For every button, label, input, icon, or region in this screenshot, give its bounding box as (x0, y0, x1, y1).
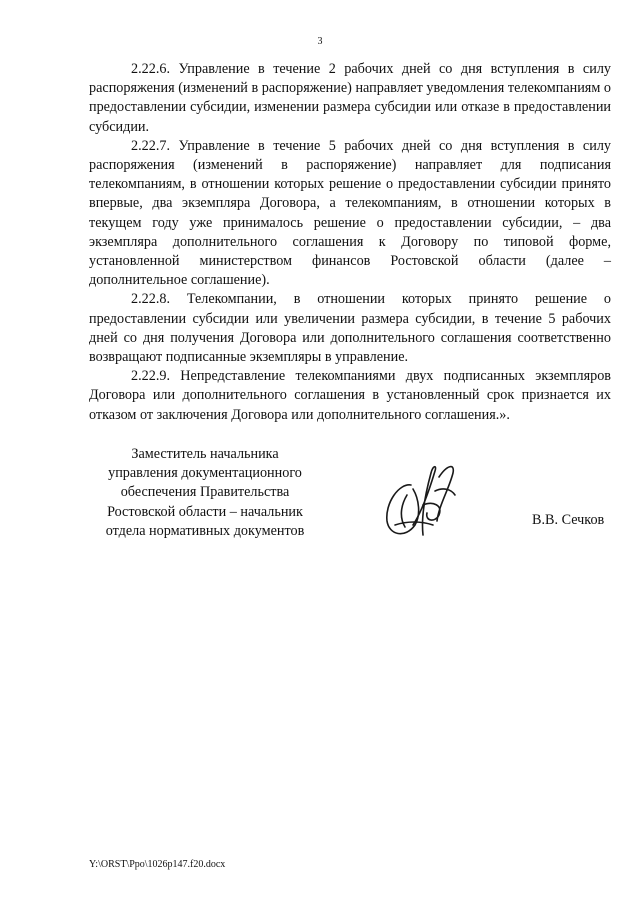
paragraph-2-22-9: 2.22.9. Непредставление телекомпаниями двух подписанных экземпляров Договора или дополнительного соглашения в установленный срок признается их отказом от заключения Договора или дополнительного соглашения.». (89, 368, 611, 423)
paragraph-2-22-6: 2.22.6. Управление в течение 2 рабочих дней со дня вступления в силу распоряжения (изменений в распоряжение) направляет уведомления телекомпаниям о предоставлении субсидии, изменении размера субсидии или отказе в предоставлении субсидии. (89, 61, 611, 135)
paragraph-2-22-8: 2.22.8. Телекомпании, в отношении которых принято решение о предоставлении субсидии или увеличении размера субсидии, в течение 5 рабочих дней со дня получения Договора или дополнительного соглашения соответственно возвращают подписанные экземпляры в управление. (89, 291, 611, 366)
signatory-title-line: отдела нормативных документов (105, 522, 305, 539)
signatory-title (89, 445, 321, 541)
signatory-title-line: Ростовской области – начальник (107, 503, 303, 520)
handwritten-signature (377, 455, 467, 543)
file-path: Y:\ORST\Ppo\1026p147.f20.docx (89, 859, 226, 870)
signatory-title-line: обеспечения Правительства (120, 484, 290, 501)
page-number: 3 (317, 36, 323, 47)
signatory-title-line: управления документационного (108, 465, 302, 482)
paragraph-2-22-7: 2.22.7. Управление в течение 5 рабочих дней со дня вступления в силу распоряжения (изменений в распоряжение) направляет для подписания телекомпаниям, в отношении которых решение о предоставлении субсидии принято впервые, два экземпляра Договора, а телекомпаниям, в отношении которых в текущем году уже принималось решение о предоставлении субсидии, – два экземпляра дополнительного соглашения к Договору по типовой форме, установленной министерством финансов Ростовской области (далее – дополнительное соглашение). (89, 137, 611, 289)
document-body (89, 60, 611, 425)
signatory-title-line: Заместитель начальника (131, 446, 279, 462)
signer-name: В.В. Сечков (532, 512, 605, 528)
